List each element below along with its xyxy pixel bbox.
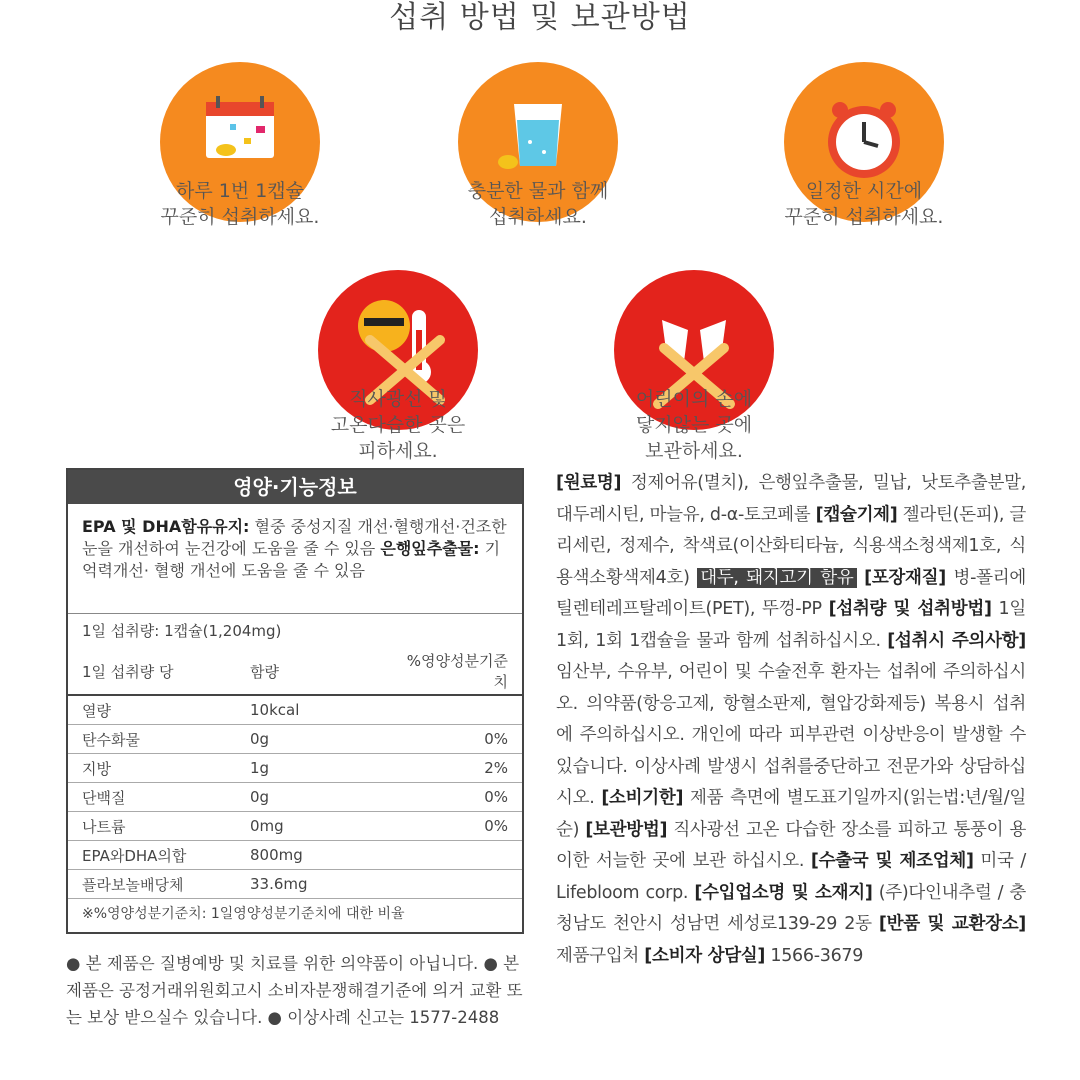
caption-calendar: 하루 1번 1캡슐 꾸준히 섭취하세요. — [160, 180, 320, 228]
allergen-highlight: 대두, 돼지고기 함유 — [697, 568, 856, 588]
table-row: 지방 1g 2% — [68, 754, 522, 783]
nutrition-header: 영양·기능정보 — [68, 470, 522, 504]
nutrition-table — [68, 648, 522, 899]
table-row: 플라보놀배당체 33.6mg — [68, 870, 522, 899]
table-row: 나트륨 0mg 0% — [68, 812, 522, 841]
table-row: 열량 10kcal — [68, 695, 522, 725]
table-row: 단백질 0g 0% — [68, 783, 522, 812]
table-row: 탄수화물 0g 0% — [68, 725, 522, 754]
product-info: [원료명] 정제어유(멸치), 은행잎추출물, 밀납, 낫토추출분말, 대두레시틴, 마늘유, d-α-토코페롤 [캡슐기제] 젤라틴(돈피), 글리세린, 정제수, 착색료(이산화티타늄, 식용색소청색제1호, 식용색소황색제4호) 대두, 돼지고기 함유 [포장재질] 병-폴리에틸렌테레프탈레이트(PET), 뚜껑-PP [섭취량 및 섭취방법] 1일 1회, 1회 1캡슐을 물과 함께 섭취하십시오. [섭취시 주의사항] 임산부, 수유부, 어린이 및 수술전후 환자는 섭취에 주의하십시오. 의약품(항응고제, 항혈소판제, 혈압강화제등) 복용시 섭취에 주의하십시오. 개인에 따라 피부관련 이상반응이 발생할 수 있습니다. 이상사례 발생시 섭취를중단하고 전문가와 상담하십시오. [소비기한] 제품 측면에 별도표기일까지(읽는법:년/월/일 순) [보관방법] 직사광선 고온 다습한 장소를 피하고 통풍이 용이한 서늘한 곳에 보관 하십시오. [수출국 및 제조업체] 미국 / Lifebloom corp. [수입업소명 및 소재지] (주)다인내추럴 / 충청남도 천안시 성남면 세성로139-29 2동 [반품 및 교환장소] 제품구입처 [소비자 상담실] 1566-3679 — [556, 473, 1027, 966]
serving-size: 1일 섭취량: 1캡슐(1,204mg) — [82, 622, 282, 640]
caption-hands: 어린이의 손에 닿지않는 곳에 보관하세요. — [635, 388, 753, 462]
nutrition-panel — [66, 468, 524, 934]
page-title: 섭취 방법 및 보관방법 — [389, 0, 691, 35]
table-row: EPA와DHA의합 800mg — [68, 841, 522, 870]
functional-info: EPA 및 DHA함유유지: 혈중 중성지질 개선·혈행개선·건조한 눈을 개선하여 눈건강에 도움을 줄 수 있음 은행잎추출물: 기억력개선· 혈행 개선에 도움을 줄 수 있음 — [68, 504, 522, 614]
caption-sun: 직사광선 및 고온다습한 곳은 피하세요. — [330, 388, 466, 462]
caption-water: 충분한 물과 함께 섭취하세요. — [467, 180, 609, 228]
caption-clock: 일정한 시간에 꾸준히 섭취하세요. — [784, 180, 944, 228]
notice-text: ● 본 제품은 질병예방 및 치료를 위한 의약품이 아닙니다. ● 본 제품은 공정거래위원회고시 소비자분쟁해결기준에 의거 교환 또는 보상 받으실수 있습니다. ● 이상사례 신고는 1577-2488 — [66, 954, 523, 1027]
table-header: 1일 섭취량 당 함량 %영양성분기준치 — [68, 648, 522, 695]
footnote: ※%영양성분기준치: 1일영양성분기준치에 대한 비율 — [82, 906, 405, 922]
